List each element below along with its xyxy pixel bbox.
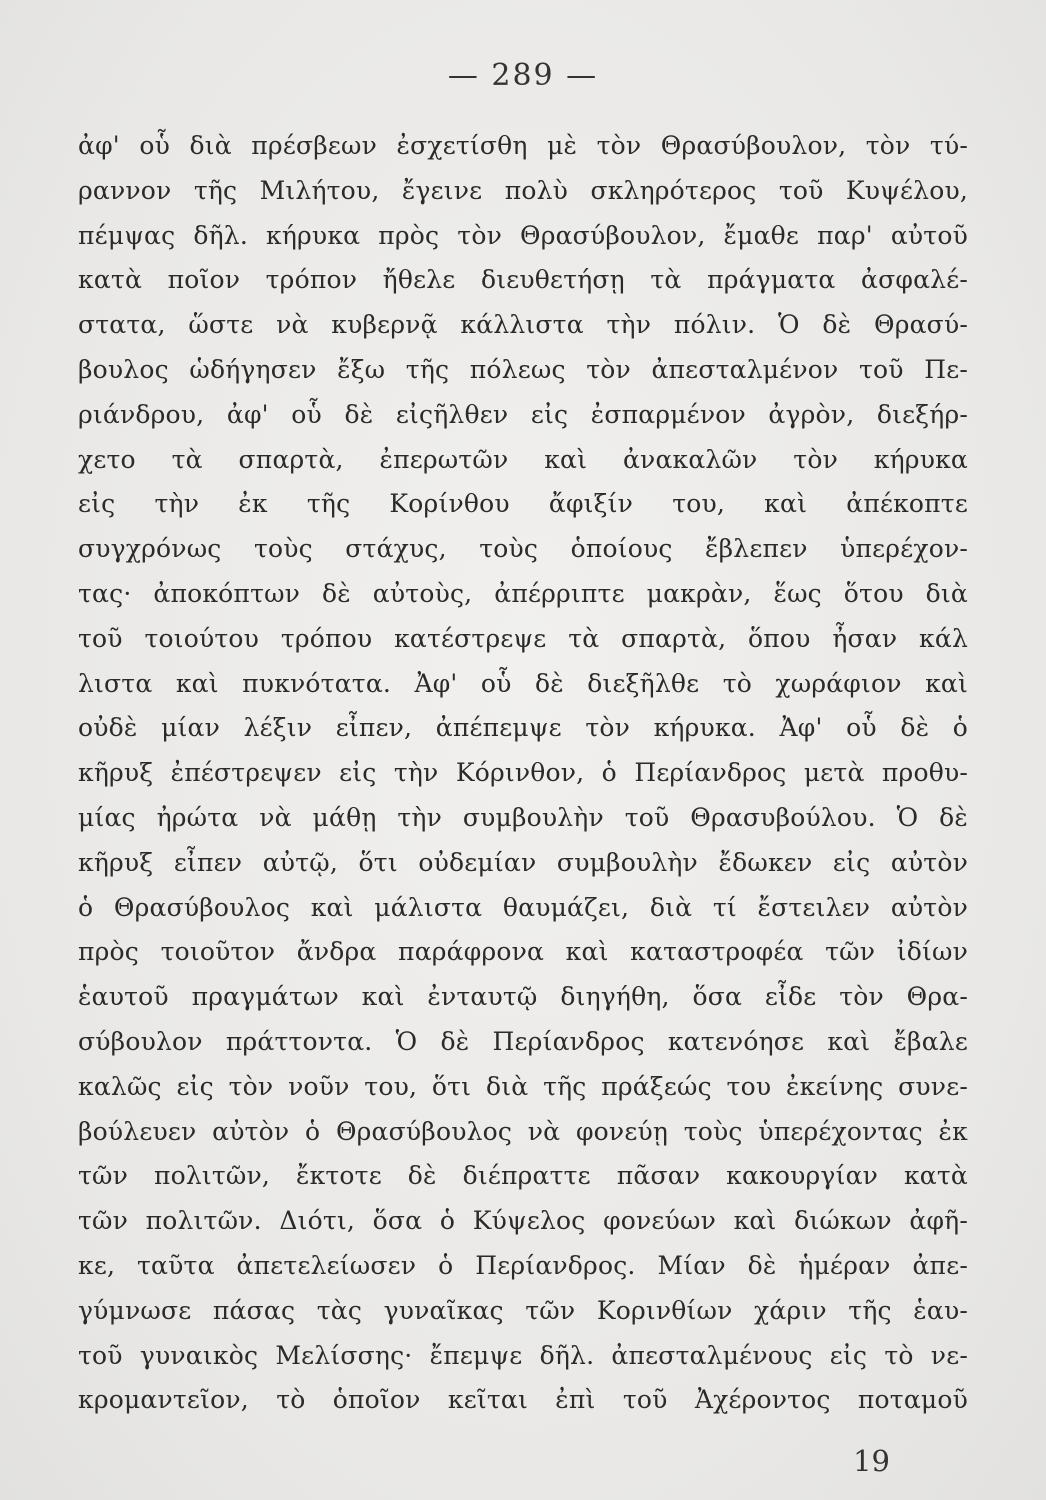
text-line-9: εἰς τὴν ἐκ τῆς Κορίνθου ἄφιξίν του, καὶ ἀπέκοπτε [78, 489, 968, 519]
text-line-3: πέμψας δῆλ. κήρυκα πρὸς τὸν Θρασύβουλον, ἔμαθε παρ' αὐτοῦ [78, 220, 968, 250]
text-line-27: γύμνωσε πάσας τὰς γυναῖκας τῶν Κορινθίων χάριν τῆς ἑαυ- [78, 1295, 968, 1325]
text-line-12: τοῦ τοιούτου τρόπου κατέστρεψε τὰ σπαρτὰ, ὅπου ἦσαν κάλ [78, 623, 968, 653]
text-line-4: κατὰ ποῖον τρόπον ἤθελε διευθετήσῃ τὰ πράγματα ἀσφαλέ- [78, 265, 968, 295]
text-line-1: ἀφ' οὗ διὰ πρέσβεων ἐσχετίσθη μὲ τὸν Θρασύβουλον, τὸν τύ- [78, 131, 968, 160]
text-line-26: κε, ταῦτα ἀπετελείωσεν ὁ Περίανδρος. Μίαν δὲ ἡμέραν ἀπε- [78, 1250, 968, 1280]
text-line-14: οὐδὲ μίαν λέξιν εἶπεν, ἀπέπεμψε τὸν κήρυκα. Ἀφ' οὗ δὲ ὁ [78, 713, 968, 743]
text-line-10: συγχρόνως τοὺς στάχυς, τοὺς ὁποίους ἔβλεπεν ὑπερέχον- [78, 534, 968, 564]
signature-mark: 19 [853, 1444, 890, 1478]
text-line-8: χετο τὰ σπαρτὰ, ἐπερωτῶν καὶ ἀνακαλῶν τὸν κήρυκα [78, 444, 968, 474]
text-line-28: τοῦ γυναικὸς Μελίσσης· ἔπεμψε δῆλ. ἀπεσταλμένους εἰς τὸ νε- [78, 1340, 968, 1370]
text-line-20: ἑαυτοῦ πραγμάτων καὶ ἐνταυτῷ διηγήθη, ὅσα εἶδε τὸν Θρα- [78, 982, 968, 1012]
text-line-19: πρὸς τοιοῦτον ἄνδρα παράφρονα καὶ καταστροφέα τῶν ἰδίων [78, 937, 968, 967]
text-line-29: κρομαντεῖον, τὸ ὁποῖον κεῖται ἐπὶ τοῦ Ἀχέροντος ποταμοῦ [78, 1385, 968, 1415]
text-line-11: τας· ἀποκόπτων δὲ αὐτοὺς, ἀπέρριπτε μακρὰν, ἕως ὅτου διὰ [78, 578, 968, 608]
page-number-header: — 289 — [447, 58, 599, 93]
text-line-15: κῆρυξ ἐπέστρεψεν εἰς τὴν Κόρινθον, ὁ Περίανδρος μετὰ προθυ- [78, 758, 968, 788]
text-line-18: ὁ Θρασύβουλος καὶ μάλιστα θαυμάζει, διὰ τί ἔστειλεν αὐτὸν [78, 892, 968, 922]
text-line-6: βουλος ὡδήγησεν ἔξω τῆς πόλεως τὸν ἀπεσταλμένον τοῦ Πε- [78, 354, 968, 384]
text-line-17: κῆρυξ εἶπεν αὐτῷ, ὅτι οὐδεμίαν συμβουλὴν ἔδωκεν εἰς αὐτὸν [78, 847, 968, 877]
text-line-22: καλῶς εἰς τὸν νοῦν του, ὅτι διὰ τῆς πράξεώς του ἐκείνης συνε- [78, 1071, 968, 1101]
text-line-13: λιστα καὶ πυκνότατα. Ἀφ' οὗ δὲ διεξῆλθε τὸ χωράφιον καὶ [78, 668, 968, 698]
text-line-21: σύβουλον πράττοντα. Ὁ δὲ Περίανδρος κατενόησε καὶ ἔβαλε [78, 1026, 968, 1056]
body-text [78, 124, 968, 1423]
text-line-23: βούλευεν αὐτὸν ὁ Θρασύβουλος νὰ φονεύῃ τοὺς ὑπερέχοντας ἐκ [78, 1116, 968, 1146]
text-line-24: τῶν πολιτῶν, ἔκτοτε δὲ διέπραττε πᾶσαν κακουργίαν κατὰ [78, 1161, 968, 1191]
text-line-16: μίας ἠρώτα νὰ μάθῃ τὴν συμβουλὴν τοῦ Θρασυβούλου. Ὁ δὲ [78, 802, 968, 832]
text-line-2: ραννον τῆς Μιλήτου, ἔγεινε πολὺ σκληρότερος τοῦ Κυψέλου, [78, 175, 968, 205]
text-line-7: ριάνδρου, ἀφ' οὗ δὲ εἰςῆλθεν εἰς ἐσπαρμένον ἀγρὸν, διεξήρ- [78, 399, 968, 429]
text-line-25: τῶν πολιτῶν. Διότι, ὅσα ὁ Κύψελος φονεύων καὶ διώκων ἀφῆ- [78, 1206, 968, 1236]
text-line-5: στατα, ὥστε νὰ κυβερνᾷ κάλλιστα τὴν πόλιν. Ὁ δὲ Θρασύ- [78, 310, 968, 340]
